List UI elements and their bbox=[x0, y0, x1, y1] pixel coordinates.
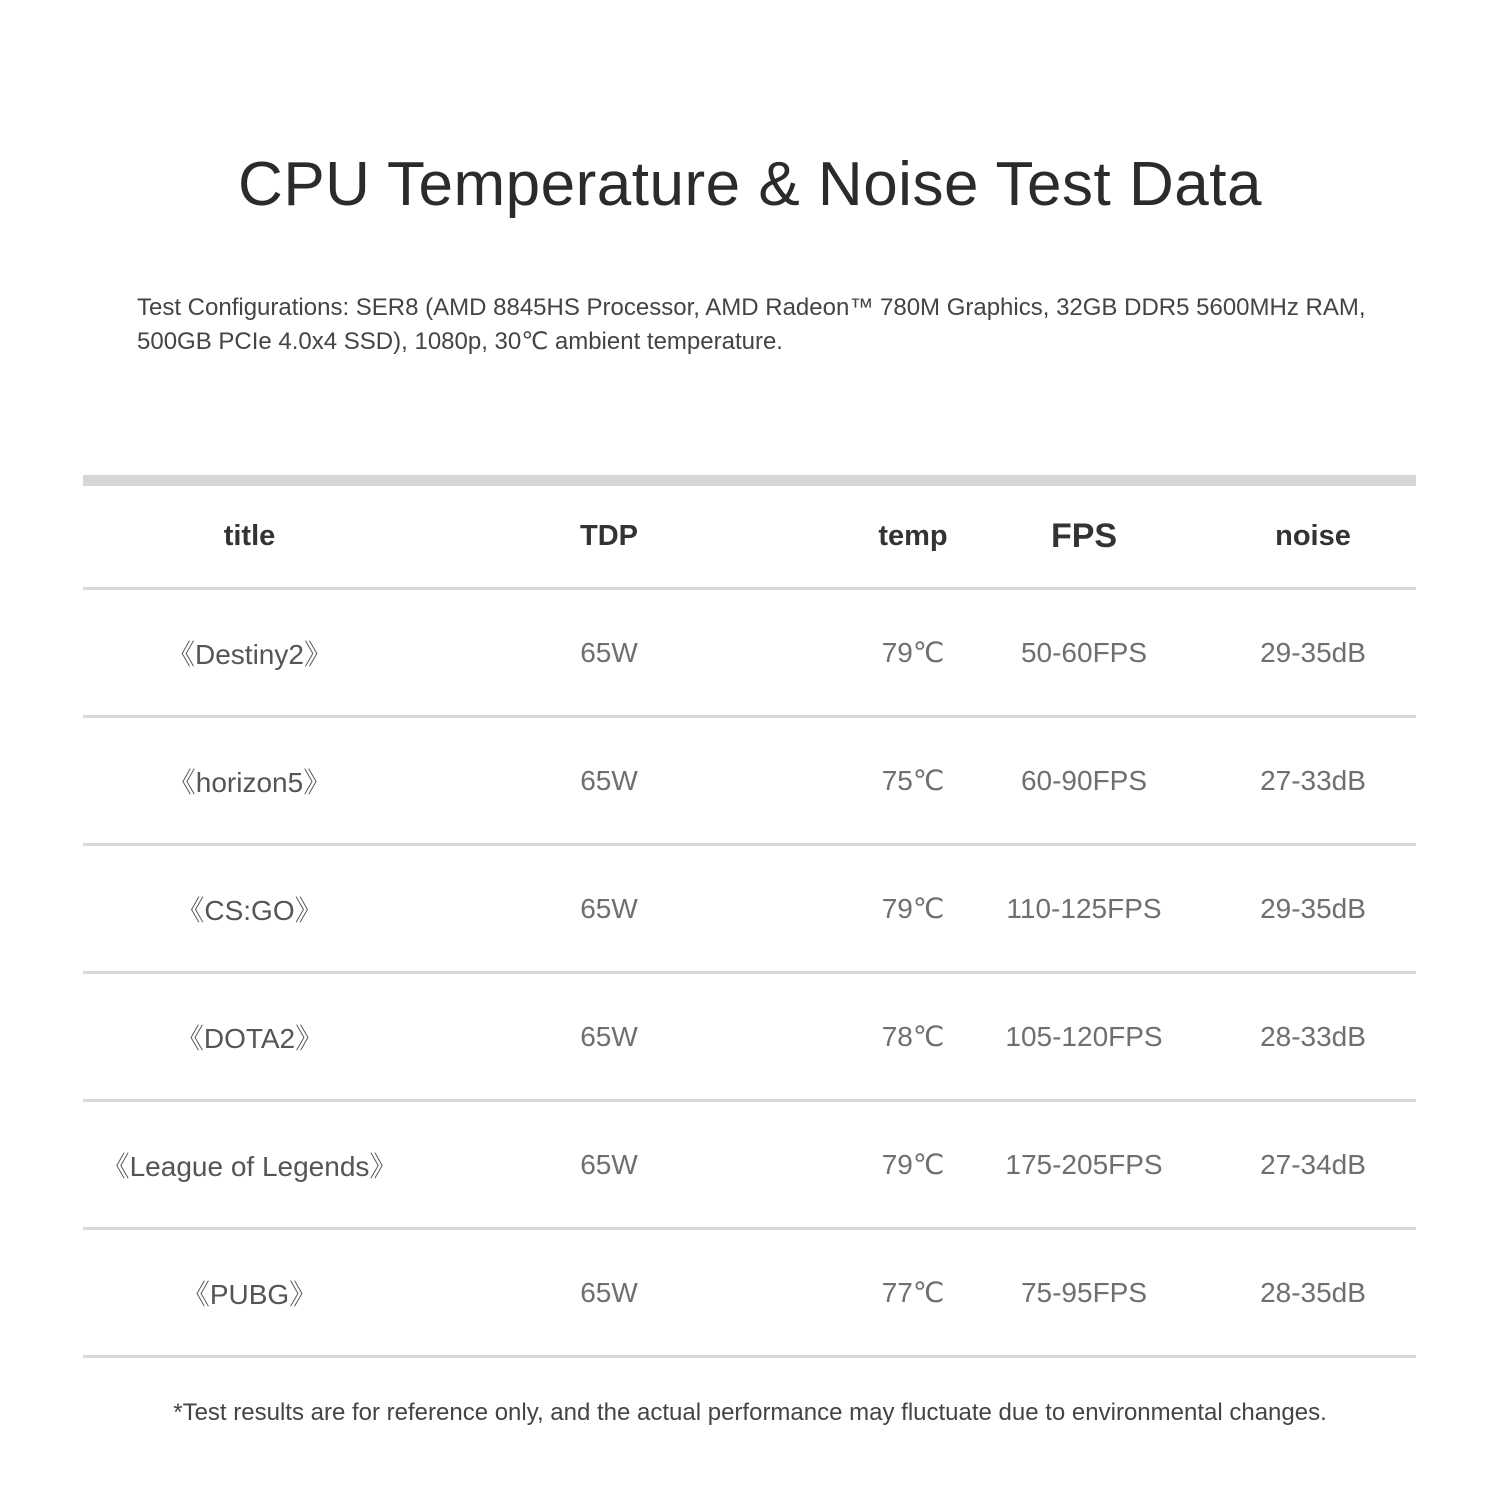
table-header bbox=[83, 486, 1416, 590]
table-row bbox=[83, 1230, 1416, 1358]
header-noise: noise bbox=[1275, 520, 1351, 552]
game-title: 《League of Legends》 bbox=[101, 1150, 398, 1182]
table-row bbox=[83, 1102, 1416, 1230]
fps-value: 60-90FPS bbox=[1020, 764, 1148, 796]
noise-value: 27-33dB bbox=[1260, 764, 1366, 796]
fps-value: 105-120FPS bbox=[1005, 1020, 1163, 1052]
header-temp: temp bbox=[878, 520, 948, 552]
temp-value: 75℃ bbox=[881, 765, 945, 796]
tdp-value: 65W bbox=[580, 892, 638, 924]
tdp-value: 65W bbox=[580, 636, 638, 668]
header-tdp: TDP bbox=[580, 520, 638, 552]
table-top-bar bbox=[83, 475, 1416, 486]
tdp-value: 65W bbox=[580, 1276, 638, 1308]
game-title: 《Destiny2》 bbox=[167, 638, 332, 670]
noise-value: 29-35dB bbox=[1260, 636, 1366, 668]
table-row bbox=[83, 718, 1416, 846]
noise-value: 29-35dB bbox=[1260, 892, 1366, 924]
table-row bbox=[83, 590, 1416, 718]
footnote-disclaimer: *Test results are for reference only, and the actual performance may fluctuate due to environmental changes. bbox=[173, 1399, 1327, 1426]
table-row bbox=[83, 974, 1416, 1102]
noise-value: 28-33dB bbox=[1260, 1020, 1366, 1052]
fps-value: 110-125FPS bbox=[1006, 892, 1162, 924]
tdp-value: 65W bbox=[580, 1020, 638, 1052]
fps-value: 75-95FPS bbox=[1020, 1276, 1148, 1308]
noise-value: 27-34dB bbox=[1260, 1148, 1366, 1180]
temp-value: 79℃ bbox=[881, 637, 945, 668]
page-title: CPU Temperature & Noise Test Data bbox=[238, 150, 1262, 219]
temp-value: 77℃ bbox=[881, 1277, 945, 1308]
tdp-value: 65W bbox=[580, 764, 638, 796]
game-title: 《horizon5》 bbox=[167, 766, 332, 798]
table-row bbox=[83, 846, 1416, 974]
test-configuration-text: Test Configurations: SER8 (AMD 8845HS Processor, AMD Radeon™ 780M Graphics, 32GB DDR5 5600MHz RAM, 500GB PCIe 4.0x4 SSD), 1080p, 30℃ ambient temperature. bbox=[137, 294, 1366, 355]
noise-value: 28-35dB bbox=[1260, 1276, 1366, 1308]
fps-value: 50-60FPS bbox=[1020, 636, 1148, 668]
temp-value: 79℃ bbox=[881, 1149, 945, 1180]
game-title: 《PUBG》 bbox=[181, 1278, 318, 1310]
header-fps: FPS bbox=[1050, 517, 1118, 555]
game-title: 《CS:GO》 bbox=[176, 894, 323, 926]
tdp-value: 65W bbox=[580, 1148, 638, 1180]
fps-value: 175-205FPS bbox=[1005, 1148, 1163, 1180]
game-title: 《DOTA2》 bbox=[175, 1022, 324, 1054]
header-title: title bbox=[223, 520, 276, 552]
temp-value: 79℃ bbox=[881, 893, 945, 924]
temp-value: 78℃ bbox=[881, 1021, 945, 1052]
